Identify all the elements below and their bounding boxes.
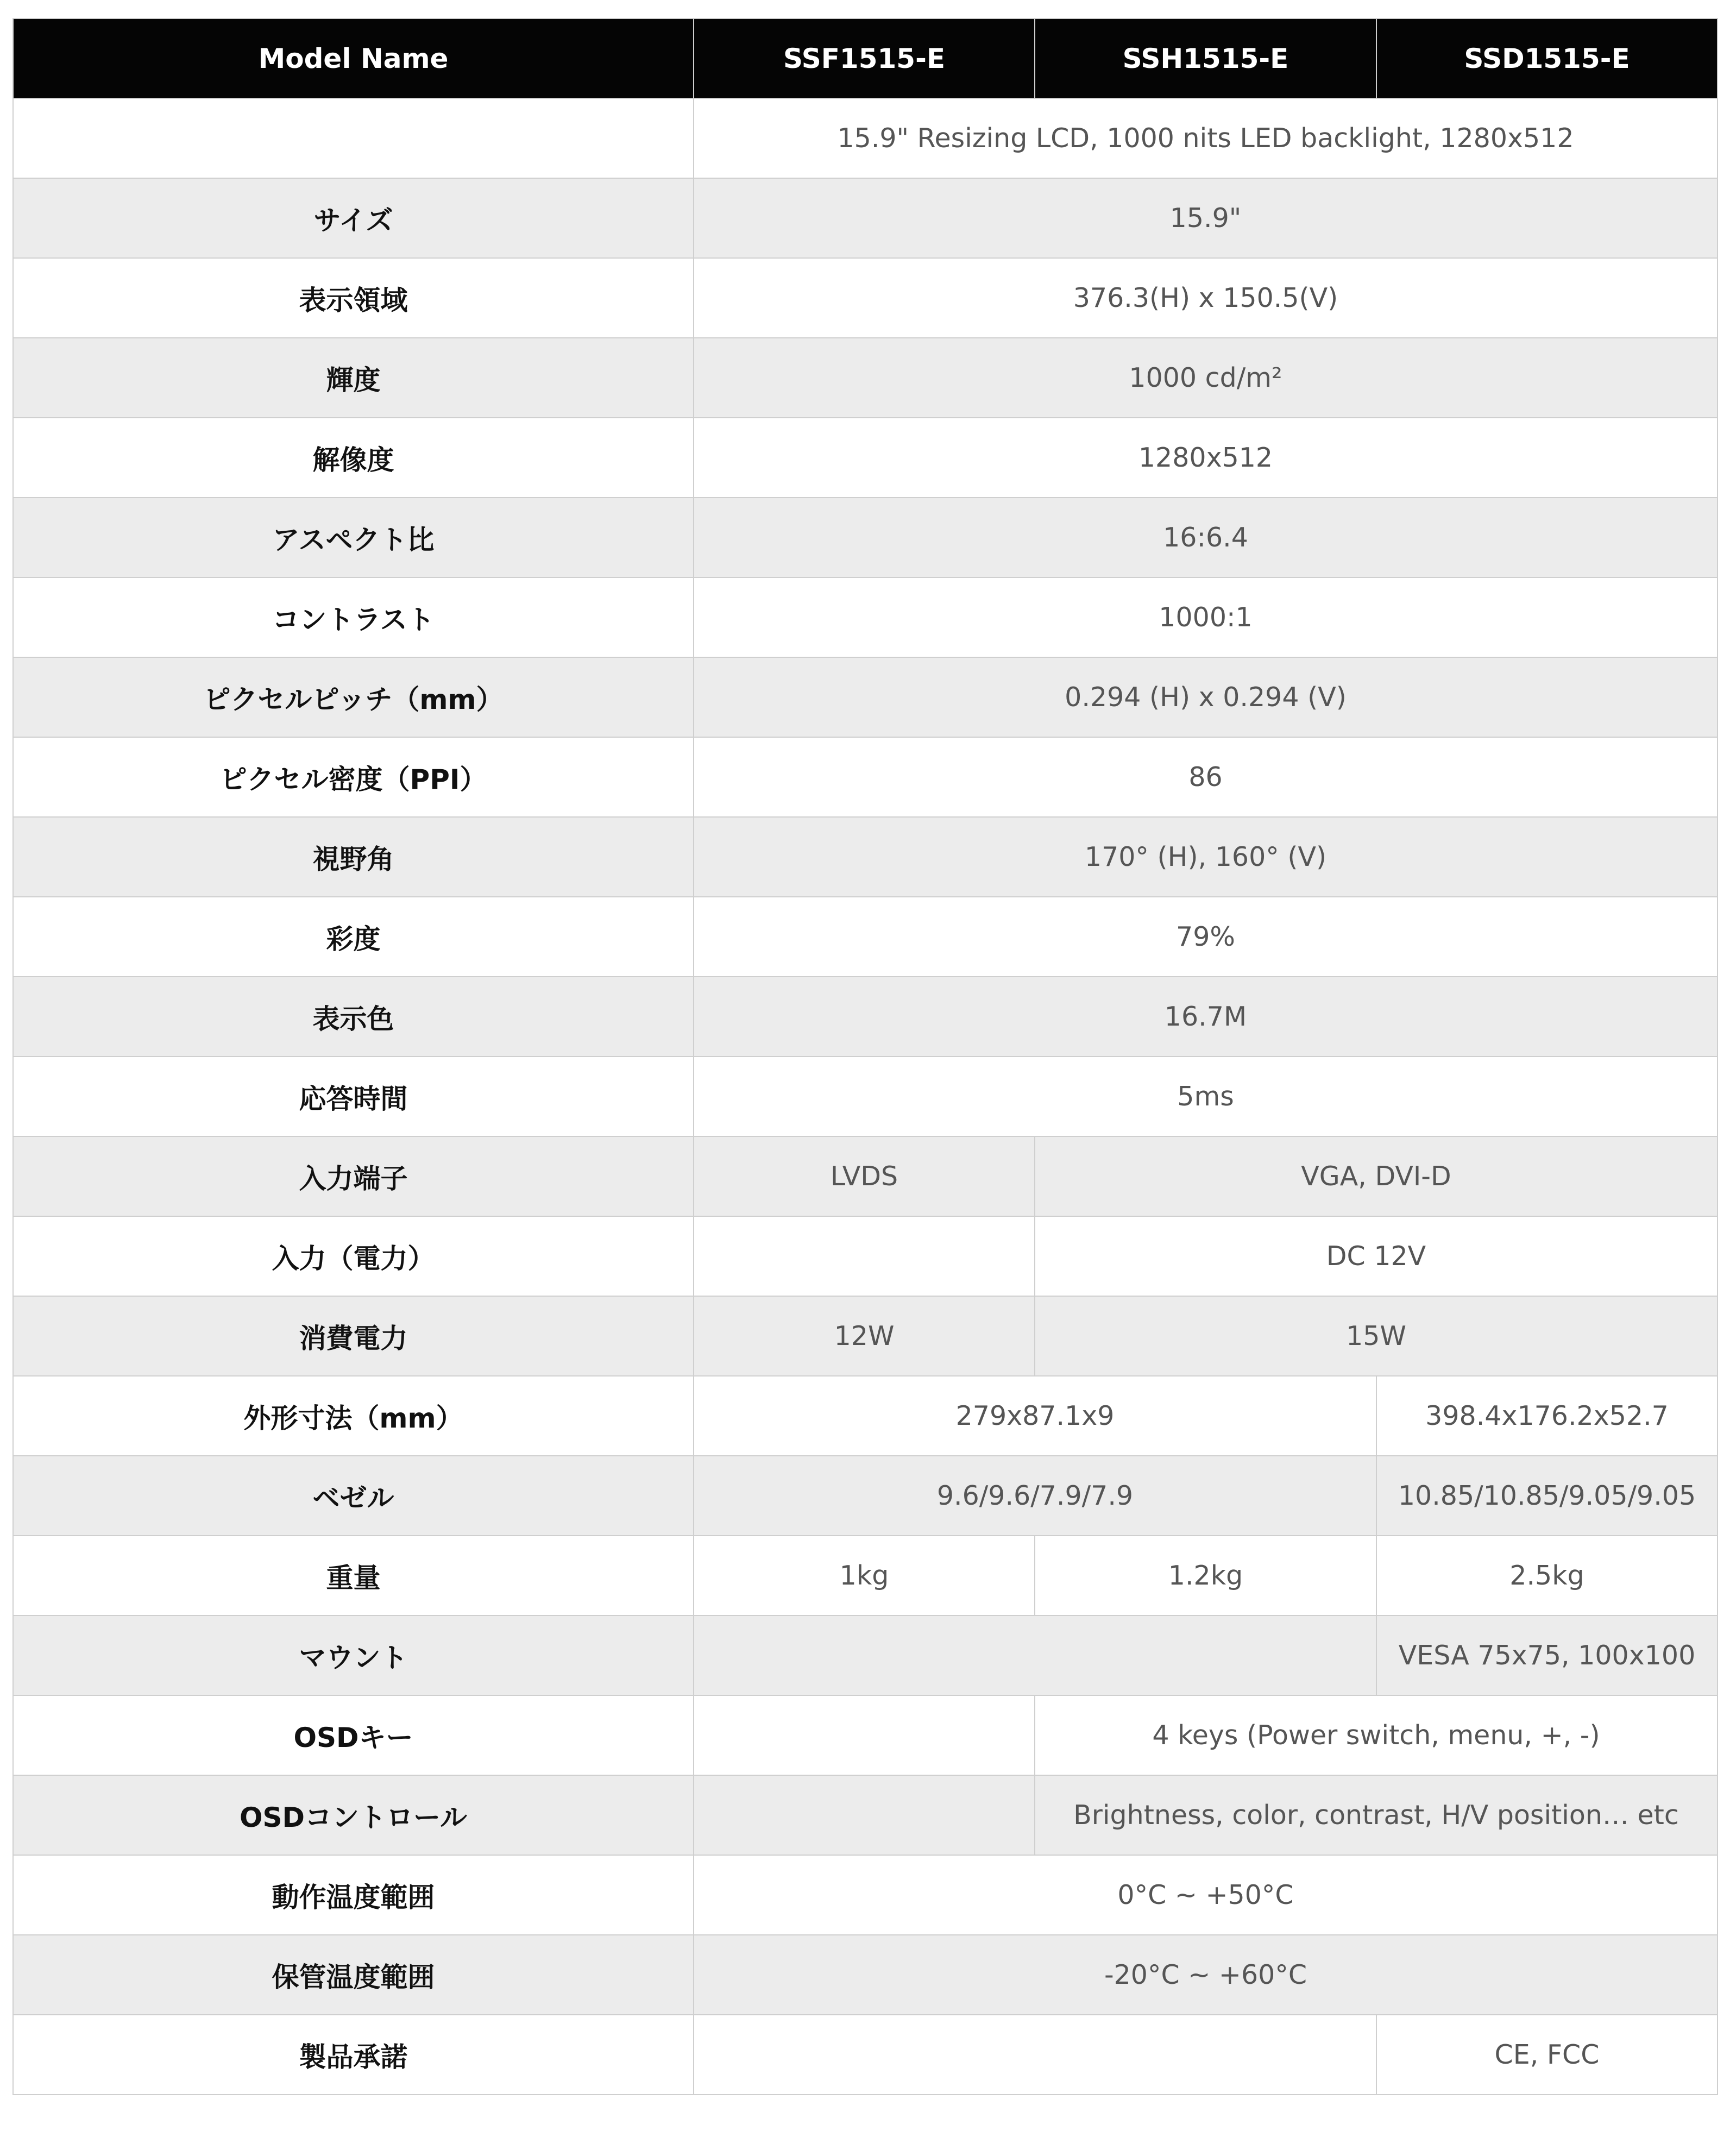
row-value: 16.7M (694, 977, 1718, 1057)
table-row (13, 178, 1718, 258)
table-row (13, 577, 1718, 657)
model-header-ssf: SSF1515-E (694, 18, 1035, 98)
row-label: ベゼル (13, 1456, 694, 1536)
table-row (13, 1935, 1718, 2015)
row-value: 0°C ~ +50°C (694, 1855, 1718, 1935)
row-label: OSDコントロール (13, 1775, 694, 1855)
table-row (13, 1695, 1718, 1775)
table-row (13, 817, 1718, 897)
row-value: 2.5kg (1376, 1536, 1718, 1616)
table-row (13, 498, 1718, 577)
row-label: ピクセル密度（PPI） (13, 737, 694, 817)
row-value: 79% (694, 897, 1718, 977)
row-label: 表示色 (13, 977, 694, 1057)
row-label: ピクセルピッチ（mm） (13, 657, 694, 737)
row-value (694, 2015, 1376, 2095)
row-label: コントラスト (13, 577, 694, 657)
row-value: 15.9" (694, 178, 1718, 258)
table-row (13, 1136, 1718, 1216)
row-value: 86 (694, 737, 1718, 817)
row-value: CE, FCC (1376, 2015, 1718, 2095)
row-label: アスペクト比 (13, 498, 694, 577)
table-row (13, 1057, 1718, 1136)
row-value: 5ms (694, 1057, 1718, 1136)
row-value: 170° (H), 160° (V) (694, 817, 1718, 897)
row-value: 15W (1035, 1296, 1718, 1376)
row-label: 入力端子 (13, 1136, 694, 1216)
table-row (13, 1855, 1718, 1935)
table-row (13, 418, 1718, 498)
header-row (13, 18, 1718, 98)
row-value: 376.3(H) x 150.5(V) (694, 258, 1718, 338)
row-label: マウント (13, 1616, 694, 1695)
row-value: 398.4x176.2x52.7 (1376, 1376, 1718, 1456)
row-label: 製品承諾 (13, 2015, 694, 2095)
table-row (13, 977, 1718, 1057)
table-row (13, 1216, 1718, 1296)
table-row (13, 1296, 1718, 1376)
table-row (13, 98, 1718, 178)
row-label: 輝度 (13, 338, 694, 418)
row-label: 入力（電力） (13, 1216, 694, 1296)
row-value: 0.294 (H) x 0.294 (V) (694, 657, 1718, 737)
row-value (694, 1216, 1035, 1296)
row-label: 保管温度範囲 (13, 1935, 694, 2015)
row-value: Brightness, color, contrast, H/V position… etc (1035, 1775, 1718, 1855)
table-row (13, 1775, 1718, 1855)
row-label: 重量 (13, 1536, 694, 1616)
row-label: 動作温度範囲 (13, 1855, 694, 1935)
spec-table (12, 18, 1718, 2095)
row-label (13, 98, 694, 178)
row-label: 解像度 (13, 418, 694, 498)
row-label: 彩度 (13, 897, 694, 977)
model-header-ssd: SSD1515-E (1376, 18, 1718, 98)
table-row (13, 1456, 1718, 1536)
table-row (13, 737, 1718, 817)
row-value (694, 1775, 1035, 1855)
table-row (13, 258, 1718, 338)
row-value: VESA 75x75, 100x100 (1376, 1616, 1718, 1695)
row-value: DC 12V (1035, 1216, 1718, 1296)
table-header (13, 18, 1718, 98)
row-value: 12W (694, 1296, 1035, 1376)
row-value: 279x87.1x9 (694, 1376, 1376, 1456)
row-value: LVDS (694, 1136, 1035, 1216)
row-value: 1kg (694, 1536, 1035, 1616)
row-label: 視野角 (13, 817, 694, 897)
row-label: 消費電力 (13, 1296, 694, 1376)
row-value: 10.85/10.85/9.05/9.05 (1376, 1456, 1718, 1536)
row-value (694, 1616, 1376, 1695)
row-label: 応答時間 (13, 1057, 694, 1136)
row-label: 表示領域 (13, 258, 694, 338)
row-value (694, 1695, 1035, 1775)
row-label: サイズ (13, 178, 694, 258)
table-row (13, 657, 1718, 737)
row-label: OSDキー (13, 1695, 694, 1775)
table-row (13, 897, 1718, 977)
row-value: 16:6.4 (694, 498, 1718, 577)
table-row (13, 338, 1718, 418)
row-value: -20°C ~ +60°C (694, 1935, 1718, 2015)
row-value: VGA, DVI-D (1035, 1136, 1718, 1216)
row-value: 4 keys (Power switch, menu, +, -) (1035, 1695, 1718, 1775)
row-value: 9.6/9.6/7.9/7.9 (694, 1456, 1376, 1536)
table-body (13, 98, 1718, 2095)
table-row (13, 1376, 1718, 1456)
table-row (13, 1616, 1718, 1695)
row-value: 1000 cd/m² (694, 338, 1718, 418)
row-value: 1.2kg (1035, 1536, 1376, 1616)
row-value: 15.9" Resizing LCD, 1000 nits LED backlight, 1280x512 (694, 98, 1718, 178)
row-label: 外形寸法（mm） (13, 1376, 694, 1456)
row-value: 1000:1 (694, 577, 1718, 657)
model-name-header: Model Name (13, 18, 694, 98)
model-header-ssh: SSH1515-E (1035, 18, 1376, 98)
table-row (13, 2015, 1718, 2095)
row-value: 1280x512 (694, 418, 1718, 498)
table-row (13, 1536, 1718, 1616)
